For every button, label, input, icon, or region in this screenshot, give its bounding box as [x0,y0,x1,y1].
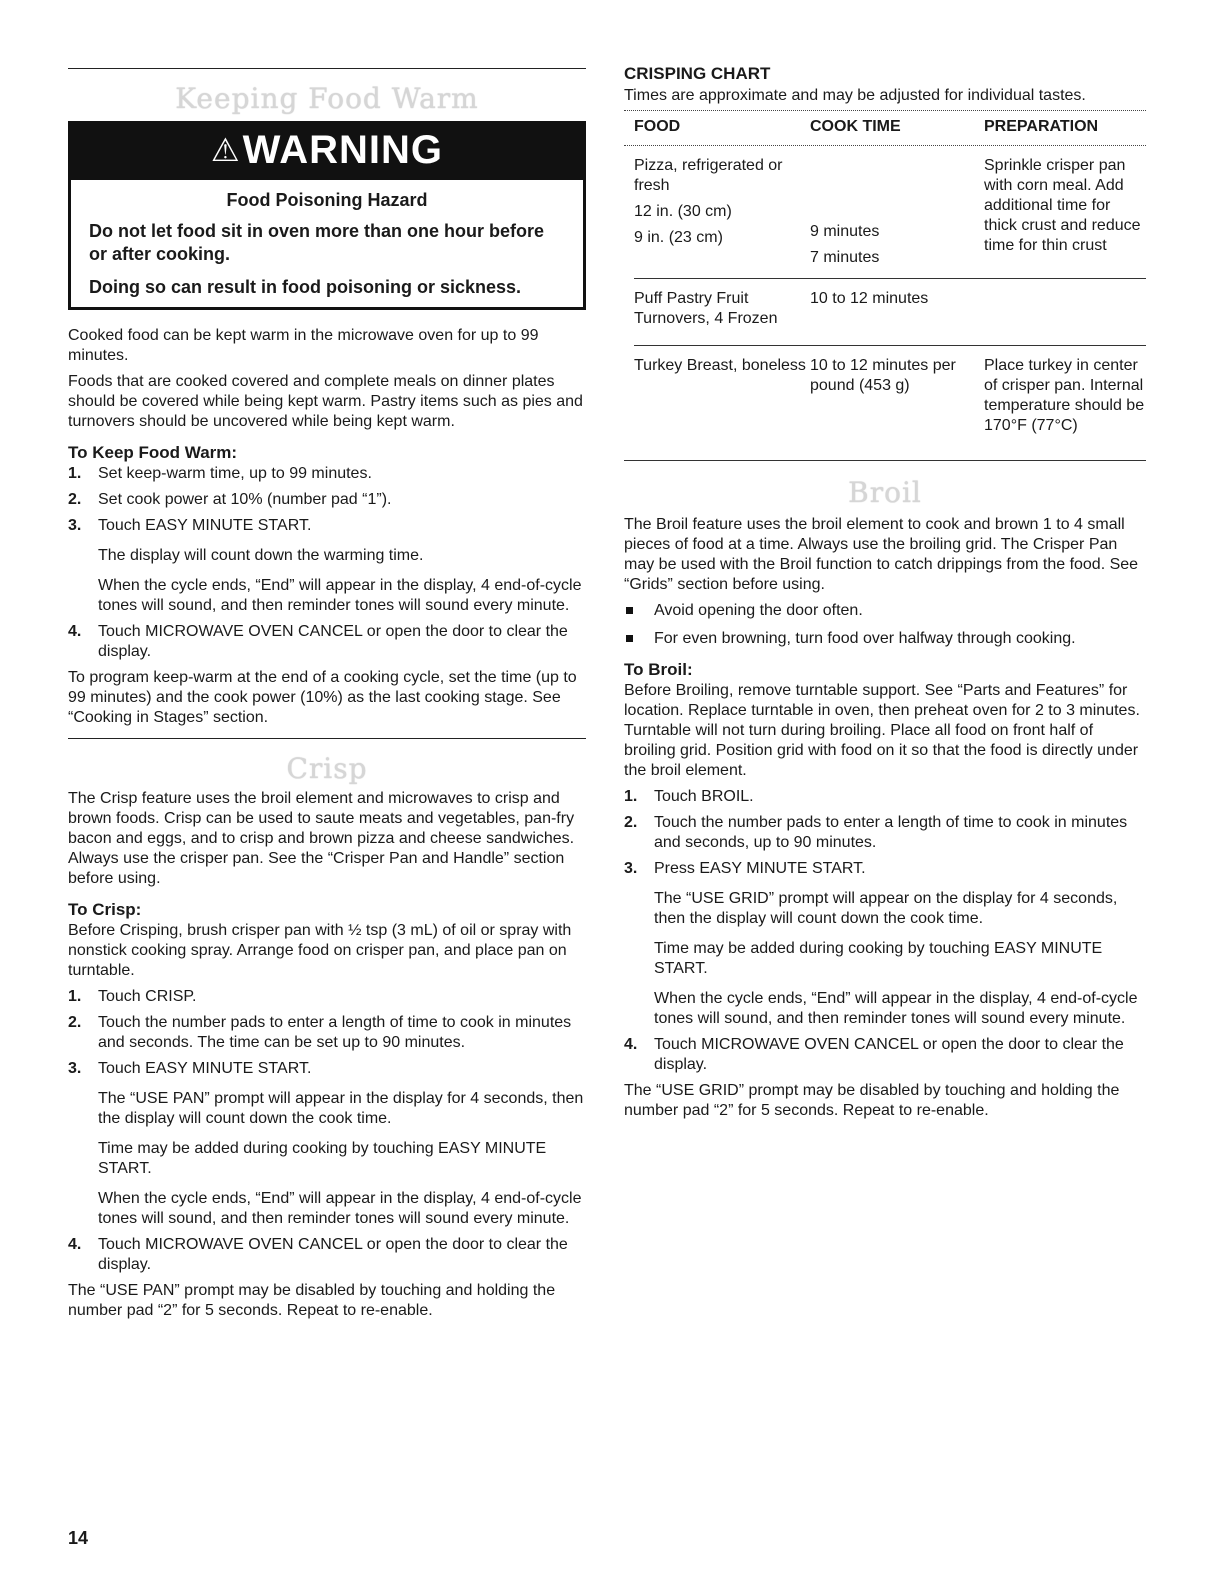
step-text: Press EASY MINUTE START. [654,860,866,877]
section-rule [68,68,586,69]
step-number: 1. [68,465,82,482]
step-text: Touch MICROWAVE OVEN CANCEL or open the door to clear the display. [98,1236,568,1273]
paragraph: Foods that are cooked covered and complete meals on dinner plates should be covered while being kept warm. Pastry items such as pies and turnovers should be uncovered while being kept warm. [68,373,583,430]
step-note: The “USE GRID” prompt will appear on the display for 4 seconds, then the display will count down the cook time. [654,890,1118,927]
paragraph: The “USE GRID” prompt may be disabled by touching and holding the number pad “2” for 5 seconds. Repeat to re-enable. [624,1082,1120,1119]
step-note: The “USE PAN” prompt will appear in the display for 4 seconds, then the display will count down the cook time. [98,1090,584,1127]
paragraph: Before Crisping, brush crisper pan with ½ tsp (3 mL) of oil or spray with nonstick cooking spray. Arrange food on crisper pan, and place pan on turntable. [68,922,572,979]
warning-title: Food Poisoning Hazard [226,190,428,210]
step-number: 4. [624,1036,638,1053]
step-text: Touch the number pads to enter a length of time to cook in minutes and seconds. The time can be set up to 90 minutes. [98,1014,572,1051]
step-number: 2. [68,491,82,508]
step-number: 4. [68,1236,82,1253]
list-item [624,629,1146,649]
step-note: The display will count down the warming time. [98,547,424,564]
section-title-broil: Broil [848,476,922,509]
step-note: Time may be added during cooking by touching EASY MINUTE START. [98,1140,547,1177]
step-number: 2. [624,814,638,831]
step-number: 2. [68,1014,82,1031]
cook-time: 7 minutes [810,249,880,266]
step-text: Set keep-warm time, up to 99 minutes. [98,465,372,482]
step [68,622,586,662]
cell-food: Puff Pastry Fruit Turnovers, 4 Frozen [634,290,778,327]
step [624,1035,1146,1075]
paragraph: To program keep-warm at the end of a cooking cycle, set the time (up to 99 minutes) and the cook power (10%) as the last cooking stage. See “Cooking in Stages” section. [68,669,577,726]
warning-line: Doing so can result in food poisoning or sickness. [89,277,522,297]
cell-preparation: Place turkey in center of crisper pan. Internal temperature should be 170°F (77°C) [984,357,1145,434]
step-note: When the cycle ends, “End” will appear in the display, 4 end-of-cycle tones will sound, and then reminder tones will sound every minute. [654,990,1138,1027]
right-column [624,0,1146,1127]
section-rule [68,738,586,739]
step [624,787,1146,807]
left-column [68,0,586,1327]
step [624,813,1146,853]
step [68,1013,586,1053]
warning-triangle-icon: ⚠ [210,132,241,168]
cell-cook-time: 10 to 12 minutes per pound (453 g) [810,357,956,394]
warning-line: Do not let food sit in oven more than one hour before or after cooking. [89,221,545,264]
step [68,490,586,510]
food-size: 9 in. (23 cm) [634,229,723,246]
step-text: Touch EASY MINUTE START. [98,1060,312,1077]
step [68,1059,586,1229]
food-size: 12 in. (30 cm) [634,203,732,220]
chart-note: Times are approximate and may be adjusted for individual tastes. [624,87,1086,104]
list-item [624,601,1146,621]
subheading-to-crisp: To Crisp: [68,900,142,919]
step-text: Touch CRISP. [98,988,197,1005]
step [624,859,1146,1029]
header-food: FOOD [634,118,681,135]
section-rule [624,460,1146,461]
step-note: When the cycle ends, “End” will appear in the display, 4 end-of-cycle tones will sound, and then reminder tones will sound every minute. [98,577,582,614]
cell-preparation [984,289,1146,329]
warning-body [71,180,583,307]
cell-cook-time: 10 to 12 minutes [810,290,929,307]
warning-box [68,121,586,310]
step-number: 3. [68,1060,82,1077]
table-row [624,279,1146,345]
step-number: 3. [68,517,82,534]
step [68,464,586,484]
keep-warm-steps [68,464,586,662]
step-text: Set cook power at 10% (number pad “1”). [98,491,392,508]
food-name: Pizza, refrigerated or fresh [634,157,783,194]
step [68,516,586,616]
paragraph: The Broil feature uses the broil element to cook and brown 1 to 4 small pieces of food at a time. Always use the broiling grid. The Crisper Pan may be used with the Broil function to catch drippings from the food. See “Grids” section before using. [624,516,1139,593]
broil-steps [624,787,1146,1075]
paragraph: The “USE PAN” prompt may be disabled by touching and holding the number pad “2” for 5 seconds. Repeat to re-enable. [68,1282,556,1319]
crisp-steps [68,987,586,1275]
step-note: Time may be added during cooking by touching EASY MINUTE START. [654,940,1103,977]
bullet-square-icon [626,635,633,642]
header-cook-time: COOK TIME [810,118,901,135]
warning-header-text: WARNING [242,128,443,172]
step-number: 1. [68,988,82,1005]
paragraph: Before Broiling, remove turntable support. See “Parts and Features” for location. Replace turntable in oven, then preheat oven for 2 to 3 minutes. Turntable will not turn during broiling. Place all food on front half of broiling grid. Position grid with food on it so that the food is directly under the broil element. [624,682,1140,779]
chart-header-row [624,111,1146,145]
page-number: 14 [68,1528,89,1548]
step-note: When the cycle ends, “End” will appear in the display, 4 end-of-cycle tones will sound, and then reminder tones will sound every minute. [98,1190,582,1227]
table-row [624,146,1146,278]
step-text: Touch EASY MINUTE START. [98,517,312,534]
table-row [624,346,1146,460]
section-title-keeping-food-warm: Keeping Food Warm [175,82,479,115]
cell-food: Turkey Breast, boneless [634,357,806,374]
paragraph: The Crisp feature uses the broil element and microwaves to crisp and brown foods. Crisp can be used to saute meats and vegetables, pan-fry bacon and eggs, and to crisp and brown pizza and cheese sandwiches. Always use the crisper pan. See the “Crisper Pan and Handle” section before using. [68,790,575,887]
list-item-text: Avoid opening the door often. [654,602,863,619]
bullet-square-icon [626,607,633,614]
step-number: 4. [68,623,82,640]
step-text: Touch MICROWAVE OVEN CANCEL or open the door to clear the display. [98,623,568,660]
chart-title: CRISPING CHART [624,64,771,83]
step [68,987,586,1007]
step-text: Touch MICROWAVE OVEN CANCEL or open the door to clear the display. [654,1036,1124,1073]
broil-tips [624,601,1146,649]
header-preparation: PREPARATION [984,118,1099,135]
step-text: Touch the number pads to enter a length of time to cook in minutes and seconds, up to 90 minutes. [654,814,1128,851]
step-text: Touch BROIL. [654,788,754,805]
cell-cook-time [810,156,984,268]
cell-food [624,156,810,268]
step [68,1235,586,1275]
step-number: 3. [624,860,638,877]
section-title-crisp: Crisp [286,752,368,785]
step-number: 1. [624,788,638,805]
list-item-text: For even browning, turn food over halfway through cooking. [654,630,1076,647]
warning-header [71,124,583,180]
subheading-to-broil: To Broil: [624,660,693,679]
cell-preparation: Sprinkle crisper pan with corn meal. Add additional time for thick crust and reduce time for thin crust [984,157,1141,254]
cook-time: 9 minutes [810,223,880,240]
subheading-to-keep-food-warm: To Keep Food Warm: [68,443,238,462]
paragraph: Cooked food can be kept warm in the microwave oven for up to 99 minutes. [68,327,539,364]
